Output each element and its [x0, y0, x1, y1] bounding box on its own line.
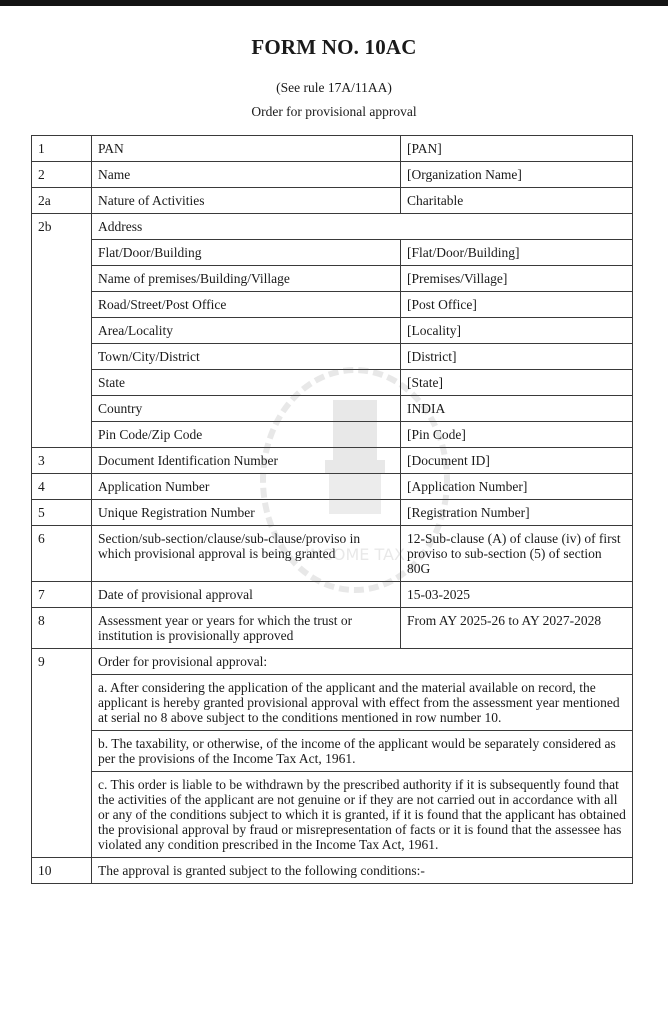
- form-title: FORM NO. 10AC: [251, 35, 417, 59]
- row-premises: [32, 266, 633, 292]
- state-value: [State]: [401, 370, 633, 396]
- field-label: Document Identification Number: [92, 448, 401, 474]
- form-subtitle: Order for provisional approval: [251, 104, 417, 119]
- field-label: Flat/Door/Building: [92, 240, 401, 266]
- approval-date-value: 15-03-2025: [401, 582, 633, 608]
- rule-reference: (See rule 17A/11AA): [276, 80, 392, 95]
- field-label: Name of premises/Building/Village: [92, 266, 401, 292]
- conditions-label: The approval is granted subject to the following conditions:-: [92, 858, 633, 884]
- row-area: [32, 318, 633, 344]
- row-order-b: [32, 731, 633, 772]
- field-label: Assessment year or years for which the trust or institution is provisionally approved: [92, 608, 401, 649]
- section-value: 12-Sub-clause (A) of clause (iv) of first proviso to sub-section (5) of section 80G: [401, 526, 633, 582]
- row-nature-of-activities: [32, 188, 633, 214]
- field-label: Name: [92, 162, 401, 188]
- row-number: 1: [32, 136, 92, 162]
- top-dark-bar: [0, 0, 668, 6]
- row-number: 5: [32, 500, 92, 526]
- order-label: Order for provisional approval:: [92, 649, 633, 675]
- country-value: INDIA: [401, 396, 633, 422]
- row-number: 2a: [32, 188, 92, 214]
- row-pan: [32, 136, 633, 162]
- svg-text:INCOME TAX: INCOME TAX: [305, 545, 405, 564]
- order-paragraph-a: a. After considering the application of the applicant and the material available on record, the applicant is hereby granted provisional approval with effect from the assessment year mentioned at serial no 8 above subject to the conditions mentioned in row number 10.: [92, 675, 633, 731]
- field-label: Application Number: [92, 474, 401, 500]
- row-number: 2: [32, 162, 92, 188]
- row-address-header: [32, 214, 633, 240]
- row-number: 6: [32, 526, 92, 582]
- row-name: [32, 162, 633, 188]
- row-assessment-years: [32, 608, 633, 649]
- address-label: Address: [92, 214, 633, 240]
- road-value: [Post Office]: [401, 292, 633, 318]
- pin-value: [Pin Code]: [401, 422, 633, 448]
- field-label: Date of provisional approval: [92, 582, 401, 608]
- field-label: Road/Street/Post Office: [92, 292, 401, 318]
- order-paragraph-c: c. This order is liable to be withdrawn by the prescribed authority if it is subsequently found that the activities of the applicant are not genuine or if they are not carried out in accordance with all or any of the conditions subject to which it is granted, if it is found that the applicant has obtained the provisional approval by fraud or misrepresentation of facts or it is found that the assessee has violated any condition prescribed in the Income Tax Act, 1961.: [92, 772, 633, 858]
- row-application-number: [32, 474, 633, 500]
- field-label: Country: [92, 396, 401, 422]
- field-label: Town/City/District: [92, 344, 401, 370]
- approval-form-table: [31, 135, 633, 884]
- name-value: [Organization Name]: [401, 162, 633, 188]
- row-order-a: [32, 675, 633, 731]
- town-value: [District]: [401, 344, 633, 370]
- row-number: 8: [32, 608, 92, 649]
- row-number: 4: [32, 474, 92, 500]
- row-number: 9: [32, 649, 92, 858]
- order-paragraph-b: b. The taxability, or otherwise, of the income of the applicant would be separately considered as per the provisions of the Income Tax Act, 1961.: [92, 731, 633, 772]
- row-section: [32, 526, 633, 582]
- flat-value: [Flat/Door/Building]: [401, 240, 633, 266]
- row-conditions: [32, 858, 633, 884]
- row-number: 10: [32, 858, 92, 884]
- row-order-c: [32, 772, 633, 858]
- row-document-id: [32, 448, 633, 474]
- row-country: [32, 396, 633, 422]
- field-label: Unique Registration Number: [92, 500, 401, 526]
- row-state: [32, 370, 633, 396]
- row-registration-number: [32, 500, 633, 526]
- document-id-value: [Document ID]: [401, 448, 633, 474]
- area-value: [Locality]: [401, 318, 633, 344]
- field-label: Pin Code/Zip Code: [92, 422, 401, 448]
- row-pin: [32, 422, 633, 448]
- row-number: 2b: [32, 214, 92, 448]
- application-number-value: [Application Number]: [401, 474, 633, 500]
- pan-value: [PAN]: [401, 136, 633, 162]
- row-number: 3: [32, 448, 92, 474]
- row-number: 7: [32, 582, 92, 608]
- row-approval-date: [32, 582, 633, 608]
- field-label: Nature of Activities: [92, 188, 401, 214]
- registration-number-value: [Registration Number]: [401, 500, 633, 526]
- field-label: PAN: [92, 136, 401, 162]
- field-label: State: [92, 370, 401, 396]
- row-town: [32, 344, 633, 370]
- row-order-header: [32, 649, 633, 675]
- premises-value: [Premises/Village]: [401, 266, 633, 292]
- field-label: Area/Locality: [92, 318, 401, 344]
- assessment-years-value: From AY 2025-26 to AY 2027-2028: [401, 608, 633, 649]
- row-flat: [32, 240, 633, 266]
- field-label: Section/sub-section/clause/sub-clause/proviso in which provisional approval is being granted: [92, 526, 401, 582]
- row-road: [32, 292, 633, 318]
- nature-value: Charitable: [401, 188, 633, 214]
